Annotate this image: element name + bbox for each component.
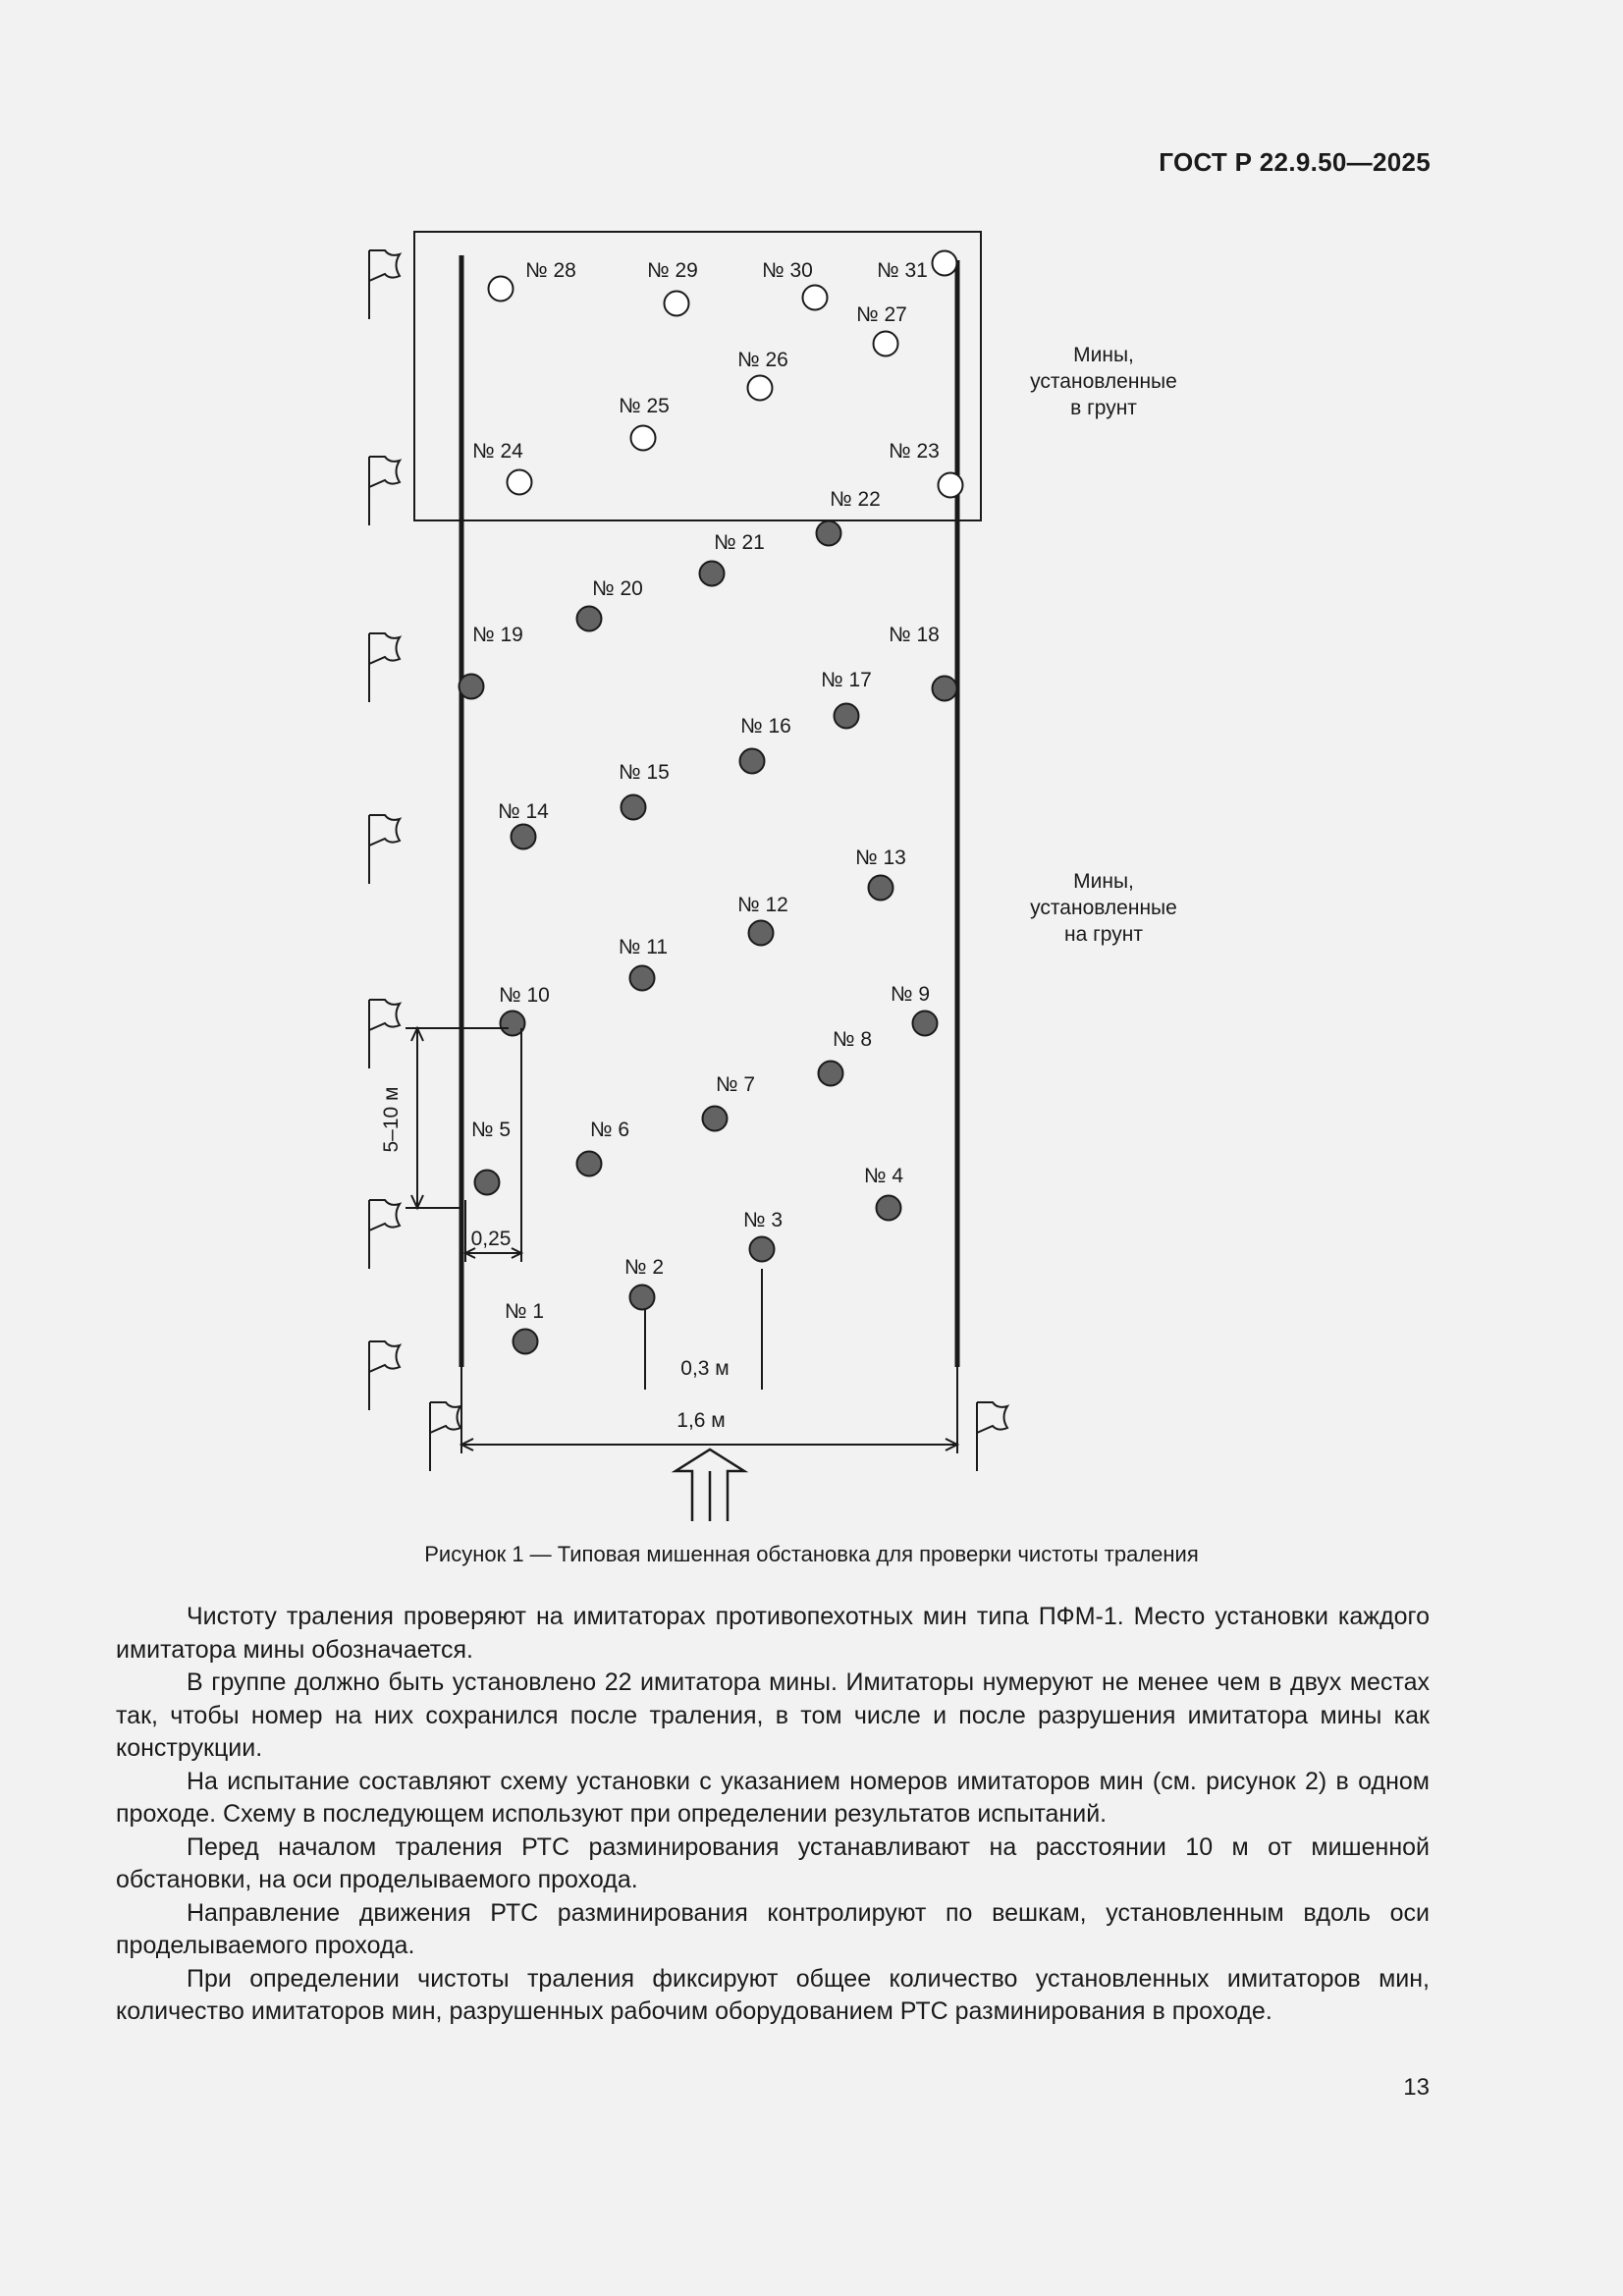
mine-label: № 19	[472, 624, 523, 646]
flag-icon	[369, 1000, 400, 1068]
mine-marker	[703, 1107, 728, 1131]
mine-label: № 27	[856, 303, 907, 326]
mine-label: № 22	[830, 488, 881, 511]
mine-label: № 15	[619, 761, 670, 784]
mine-marker	[740, 749, 765, 774]
page-number: 13	[1403, 2074, 1430, 2101]
mine-marker	[630, 966, 655, 991]
mine-label: № 18	[889, 624, 940, 646]
mine-label: № 11	[618, 936, 669, 958]
mine-marker	[460, 675, 484, 699]
mine-marker	[508, 470, 532, 495]
mine-marker	[750, 1237, 775, 1262]
flag-icon	[369, 1341, 400, 1410]
paragraph-2: В группе должно быть установлено 22 имитатора мины. Имитаторы нумеруют не менее чем в двух местах так, чтобы номер на них сохранился после траления, в том числе и после разрушения имитатора мины как конструкции.	[116, 1668, 1430, 1762]
mine-label: № 26	[737, 349, 788, 371]
mine-label: № 29	[647, 259, 698, 282]
mine-label: № 14	[498, 800, 549, 823]
mine-marker	[630, 1285, 655, 1310]
mine-label: № 7	[715, 1073, 756, 1096]
direction-arrow	[676, 1449, 744, 1521]
mine-label: № 5	[470, 1119, 512, 1141]
figure-caption: Рисунок 1 — Типовая мишенная обстановка для проверки чистоты траления	[424, 1542, 1199, 1566]
mine-label: № 10	[499, 984, 550, 1007]
mine-marker	[489, 277, 514, 301]
mine-marker	[514, 1330, 538, 1354]
mine-marker	[877, 1196, 901, 1221]
mine-marker	[819, 1062, 843, 1086]
flag-icon	[369, 815, 400, 884]
legend-surface-line-3: на грунт	[1064, 923, 1143, 946]
mine-label: № 13	[855, 847, 906, 869]
marker-flags	[369, 250, 1007, 1471]
mine-label: № 16	[740, 715, 791, 738]
legend-buried-line-1: Мины,	[1073, 344, 1134, 366]
mine-markers	[460, 251, 963, 1354]
mine-marker	[803, 286, 828, 310]
paragraph-3: На испытание составляют схему установки с указанием номеров имитаторов мин (см. рисунок 2) в одном проходе. Схему в последующем используют при определении результатов испытаний.	[116, 1767, 1430, 1828]
interval-dimension-label: 5–10 м	[380, 1086, 403, 1153]
mine-marker	[665, 292, 689, 316]
mine-label: № 2	[623, 1256, 665, 1279]
mine-marker	[835, 704, 859, 729]
paragraph-4: Перед началом траления РТС разминирования устанавливают на расстоянии 10 м от мишенной обстановки, на оси проделываемого прохода.	[116, 1832, 1430, 1893]
mine-marker	[933, 677, 957, 701]
mine-label: № 12	[737, 894, 788, 916]
flag-icon	[369, 250, 400, 319]
mine-marker	[869, 876, 893, 901]
legend-buried-line-2: установленные	[1030, 370, 1177, 393]
mine-marker	[913, 1011, 938, 1036]
mine-marker	[475, 1171, 500, 1195]
legend-surface-line-2: установленные	[1030, 897, 1177, 919]
mine-label: № 24	[472, 440, 523, 463]
mine-marker	[933, 251, 957, 276]
body-text	[116, 1601, 1430, 2029]
legend-buried-line-3: в грунт	[1070, 397, 1137, 419]
flag-icon	[369, 457, 400, 525]
mine-marker	[748, 376, 773, 401]
mine-label: № 3	[742, 1209, 784, 1231]
mine-label: № 20	[592, 577, 643, 600]
mine-label: № 17	[821, 669, 872, 691]
mine-label: № 6	[589, 1119, 630, 1141]
mine-label: № 4	[863, 1165, 904, 1187]
paragraph-1: Чистоту траления проверяют на имитаторах противопехотных мин типа ПФМ-1. Место установки каждого имитатора мины обозначается.	[116, 1603, 1430, 1664]
mine-marker	[700, 562, 725, 586]
mine-marker	[577, 607, 602, 631]
mine-label: № 21	[714, 531, 765, 554]
mine-marker	[817, 521, 841, 546]
mine-label: № 28	[525, 259, 576, 282]
mine-label: № 31	[877, 259, 928, 282]
mine-marker	[749, 921, 774, 946]
standard-header: ГОСТ Р 22.9.50—2025	[1159, 147, 1431, 177]
mine-label: № 25	[619, 395, 670, 417]
mine-label: № 9	[890, 983, 931, 1006]
flag-icon	[369, 1200, 400, 1269]
mine-marker	[577, 1152, 602, 1176]
flag-icon	[369, 633, 400, 702]
spacing-dimension-label: 0,3 м	[680, 1357, 730, 1380]
mine-marker	[622, 795, 646, 820]
mine-marker	[631, 426, 656, 451]
mine-marker	[874, 332, 898, 356]
width-dimension-label: 1,6 м	[676, 1409, 726, 1432]
mine-marker	[939, 473, 963, 498]
offset-dimension-label: 0,25	[470, 1228, 512, 1250]
mine-label: № 8	[832, 1028, 873, 1051]
paragraph-5: Направление движения РТС разминирования контролируют по вешкам, установленным вдоль оси проделываемого прохода.	[116, 1898, 1430, 1959]
paragraph-6: При определении чистоты траления фиксируют общее количество установленных имитаторов мин, количество имитаторов мин, разрушенных рабочим оборудованием РТС разминирования в проходе.	[116, 1964, 1430, 2025]
mine-label: № 23	[889, 440, 940, 463]
flag-icon	[430, 1402, 460, 1471]
flag-icon	[977, 1402, 1007, 1471]
mine-marker	[512, 825, 536, 849]
mine-label: № 30	[762, 259, 813, 282]
mine-label: № 1	[504, 1300, 545, 1323]
legend-surface-line-1: Мины,	[1073, 870, 1134, 893]
